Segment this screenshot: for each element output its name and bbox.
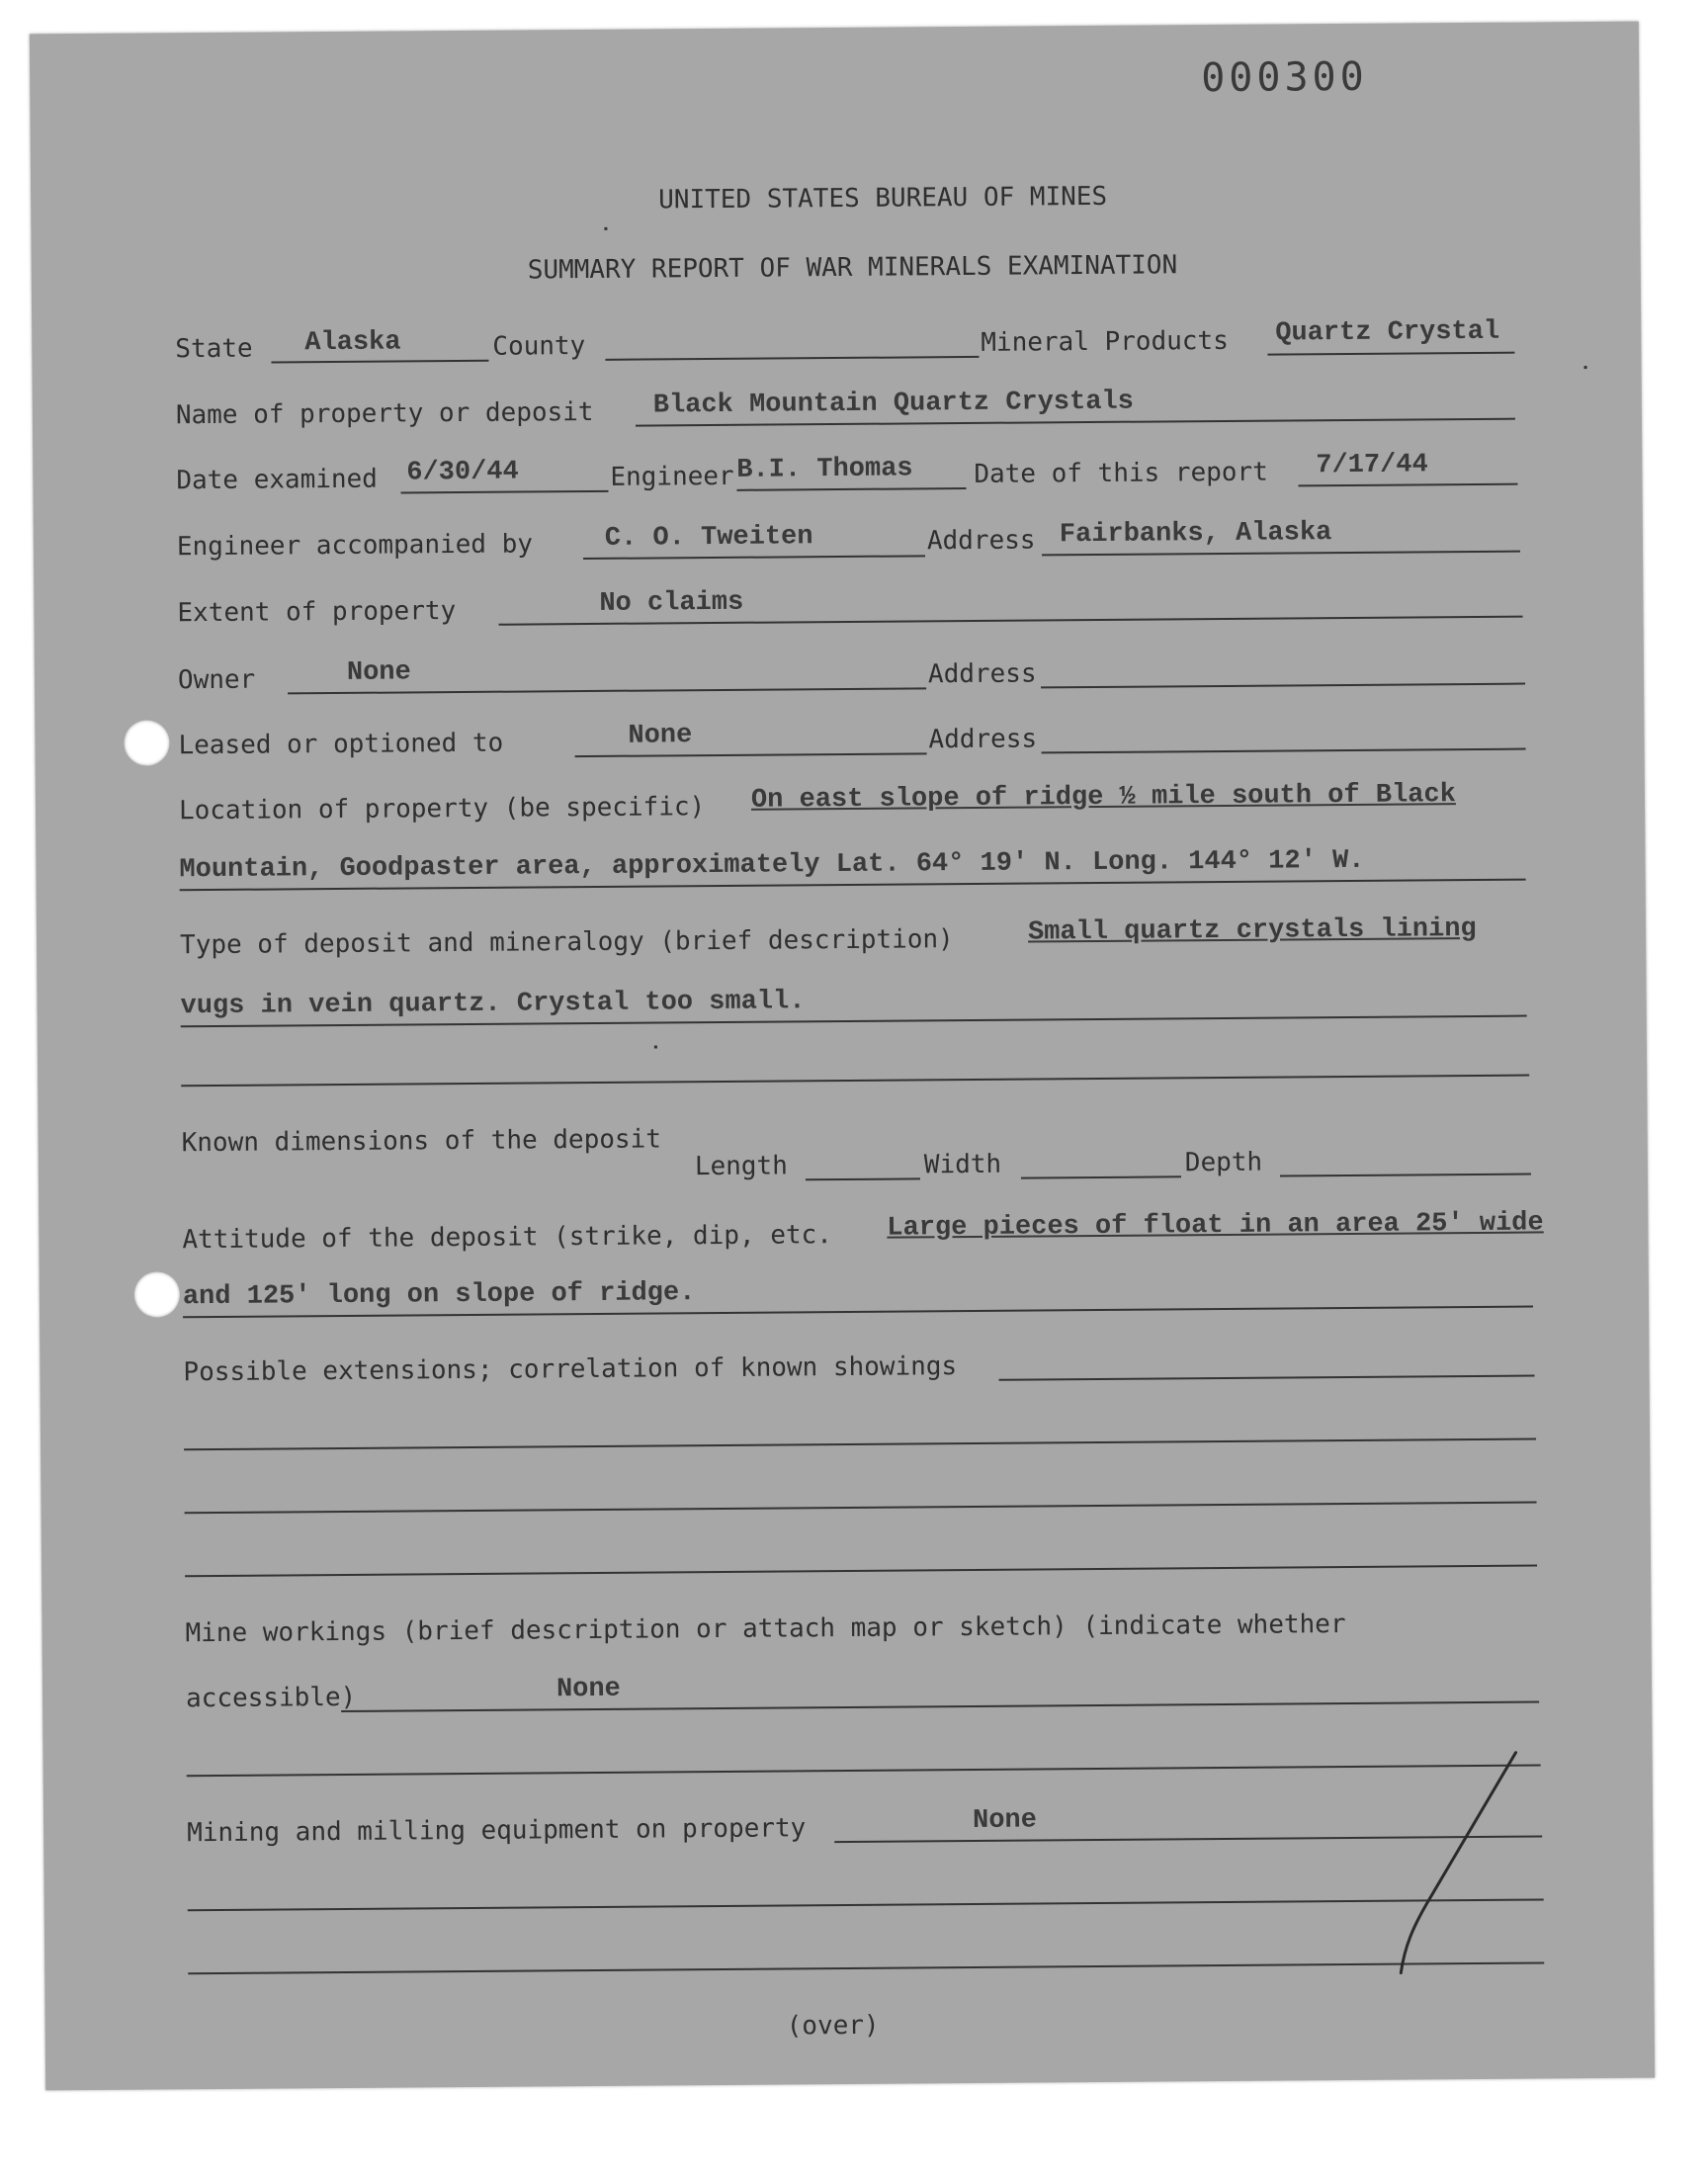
over-note: (over) (786, 2010, 880, 2042)
engineer-line (736, 487, 966, 491)
extent-value: No claims (599, 587, 744, 619)
deposit-type-blank-line (181, 1075, 1529, 1088)
depth-line (1280, 1174, 1531, 1177)
equipment-label: Mining and milling equipment on property (187, 1813, 807, 1849)
leased-address-label: Address (928, 724, 1038, 755)
state-line (271, 360, 488, 364)
workings-label-line-2: accessible) (185, 1682, 357, 1714)
state-value: Alaska (304, 327, 401, 359)
dimensions-label: Known dimensions of the deposit (181, 1124, 662, 1159)
property-name-label: Name of property or deposit (175, 396, 594, 431)
document-number: 000300 (1201, 53, 1368, 102)
county-line (605, 356, 979, 361)
leased-label: Leased or optioned to (178, 728, 504, 761)
agency-heading: UNITED STATES BUREAU OF MINES (658, 181, 1108, 216)
county-label: County (492, 331, 586, 362)
location-line-2: Mountain, Goodpaster area, approximately Lat. 64° 19' N. Long. 144° 12' W. (179, 845, 1365, 886)
date-examined-line (401, 490, 609, 494)
deposit-type-line-2: vugs in vein quartz. Crystal too small. (180, 987, 806, 1022)
report-date-label: Date of this report (974, 457, 1268, 489)
engineer-label: Engineer (610, 461, 734, 492)
mineral-products-line (1267, 352, 1514, 356)
speck (604, 227, 607, 230)
owner-label: Owner (177, 664, 256, 696)
accompanied-line (583, 555, 925, 560)
leased-address-line (1042, 748, 1526, 754)
equipment-blank-line-1 (188, 1898, 1544, 1911)
date-examined-value: 6/30/44 (406, 457, 519, 488)
mineral-products-label: Mineral Products (981, 325, 1229, 358)
punch-hole-top (124, 720, 169, 765)
accompanied-address-line (1042, 551, 1520, 557)
accompanied-address-value: Fairbanks, Alaska (1059, 518, 1332, 551)
workings-blank-line (187, 1764, 1541, 1777)
accompanied-address-label: Address (926, 525, 1036, 557)
report-date-line (1298, 483, 1517, 487)
equipment-blank-line-2 (188, 1961, 1544, 1974)
engineer-value: B.I. Thomas (736, 454, 913, 485)
width-line (1021, 1175, 1181, 1178)
mineral-products-value: Quartz Crystal (1275, 316, 1500, 349)
location-label: Location of property (be specific) (178, 792, 706, 826)
attitude-line-2: and 125' long on slope of ridge. (182, 1278, 696, 1313)
extent-label: Extent of property (177, 596, 457, 629)
accompanied-value: C. O. Tweiten (604, 522, 813, 554)
report-page (30, 22, 1655, 2091)
owner-line (288, 687, 926, 694)
punch-hole-bottom (134, 1271, 180, 1317)
pencil-check-mark (1367, 1742, 1547, 1980)
depth-label: Depth (1184, 1147, 1263, 1178)
report-title: SUMMARY REPORT OF WAR MINERALS EXAMINATION (527, 250, 1178, 286)
speck (1584, 366, 1587, 369)
workings-line (341, 1700, 1539, 1712)
extensions-blank-line-2 (185, 1501, 1537, 1514)
leased-line (575, 752, 927, 757)
length-line (806, 1177, 920, 1180)
workings-value: None (555, 1674, 621, 1705)
accompanied-label: Engineer accompanied by (176, 529, 534, 563)
extensions-blank-line-1 (184, 1437, 1536, 1450)
report-date-value: 7/17/44 (1316, 450, 1428, 481)
owner-address-line (1041, 683, 1525, 689)
speck (654, 1045, 657, 1048)
state-label: State (175, 333, 253, 365)
attitude-line-1: Large pieces of float in an area 25' wide (887, 1208, 1544, 1244)
location-line-1: On east slope of ridge ½ mile south of Black (750, 780, 1456, 816)
attitude-label: Attitude of the deposit (strike, dip, etc. (182, 1220, 832, 1256)
workings-label-line-1: Mine workings (brief description or attach map or sketch) (indicate whether (185, 1610, 1346, 1649)
length-label: Length (694, 1151, 788, 1182)
date-examined-label: Date examined (176, 464, 379, 496)
leased-value: None (628, 721, 693, 751)
owner-value: None (346, 657, 411, 688)
deposit-type-label: Type of deposit and mineralogy (brief description) (179, 924, 954, 961)
property-name-value: Black Mountain Quartz Crystals (652, 387, 1135, 421)
extensions-blank-line-3 (185, 1564, 1537, 1577)
deposit-type-line-1: Small quartz crystals lining (1027, 914, 1477, 948)
extensions-label: Possible extensions; correlation of known showings (183, 1351, 958, 1388)
extensions-line (999, 1375, 1535, 1381)
equipment-value: None (972, 1805, 1038, 1836)
width-label: Width (923, 1149, 1002, 1180)
owner-address-label: Address (927, 658, 1037, 690)
